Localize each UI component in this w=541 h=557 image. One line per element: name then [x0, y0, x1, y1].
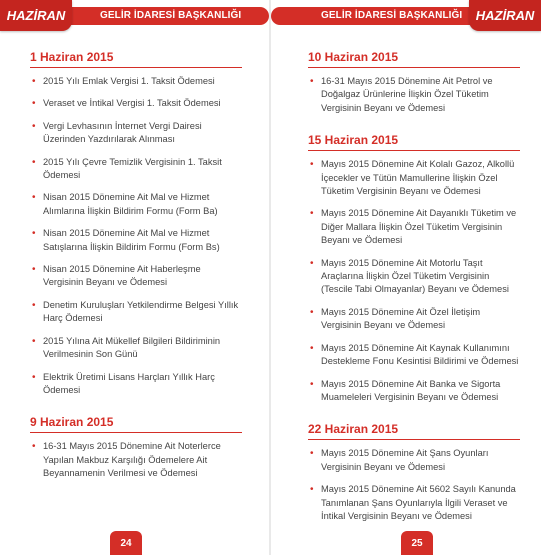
bullet-icon: • [310, 257, 314, 269]
bullet-icon: • [32, 120, 36, 132]
bullet-icon: • [310, 342, 314, 354]
list-item: • Mayıs 2015 Dönemine Ait Motorlu Taşıt Araçlarına İlişkin Özel Tüketim Vergisinin (Tescile Tabi Olmayanlar) Beyanı ve Ödemesi [310, 257, 509, 295]
month-tab: HAZİRAN [469, 0, 541, 31]
list-item: • 2015 Yılına Ait Mükellef Bilgileri Bildiriminin Verilmesinin Son Günü [32, 335, 221, 360]
list-item: • Mayıs 2015 Dönemine Ait Şans Oyunları Vergisinin Beyanı ve Ödemesi [310, 448, 489, 472]
list-item: • Mayıs 2015 Dönemine Ait Kolalı Gazoz, Alkollü İçecekler ve Tütün Mamullerine İlişkin Özel Tüketim Vergisinin Beyanı ve Ödemesi [310, 159, 515, 197]
list-item: • Mayıs 2015 Dönemine Ait Dayanıklı Tüketim ve Diğer Mallara İlişkin Özel Tüketim Vergisinin Beyanı ve Ödemesi [310, 208, 517, 246]
date-section [308, 50, 520, 115]
list-item: • Vergi Levhasının İnternet Vergi Dairesi Üzerinden Yazdırılarak Alınması [32, 120, 202, 145]
list-item: • Mayıs 2015 Dönemine Ait Banka ve Sigorta Muameleleri Vergisinin Beyanı ve Ödemesi [310, 378, 501, 402]
list-item: • Veraset ve İntikal Vergisi 1. Taksit Ödemesi [32, 98, 221, 110]
header-title: GELİR İDARESİ BAŞKANLIĞI [100, 10, 242, 21]
list-item: • Nisan 2015 Dönemine Ait Mal ve Hizmet Satışlarına İlişkin Bildirim Formu (Form Bs) [32, 228, 220, 252]
bullet-icon: • [310, 76, 314, 87]
date-section [30, 415, 242, 480]
bullet-icon: • [32, 335, 36, 347]
bullet-icon: • [32, 441, 36, 453]
item-list [308, 447, 520, 523]
bullet-icon: • [310, 484, 314, 496]
item-list [30, 75, 242, 397]
list-item: • Mayıs 2015 Dönemine Ait 5602 Sayılı Kanunda Tanımlanan Şans Oyunlarıyla İlgili Veraset ve İntikal Vergisinin Beyanı ve Ödemesi [310, 484, 516, 521]
right-content [308, 50, 520, 532]
bullet-icon: • [32, 76, 36, 87]
list-item: • Elektrik Üretimi Lisans Harçları Yıllık Harç Ödemesi [32, 371, 215, 395]
list-item: • 16-31 Mayıs 2015 Dönemine Ait Petrol ve Doğalgaz Ürünlerine İlişkin Özel Tüketim Vergisinin Beyanı ve Ödemesi [310, 76, 493, 113]
list-item: • Nisan 2015 Dönemine Ait Haberleşme Vergisinin Beyanı ve Ödemesi [32, 264, 201, 288]
item-list [308, 158, 520, 404]
list-item: • Mayıs 2015 Dönemine Ait Kaynak Kullanımını Destekleme Fonu Kesintisi Bildirimi ve Ödemesi [310, 342, 519, 367]
item-list [30, 440, 242, 480]
list-item: • 2015 Yılı Emlak Vergisi 1. Taksit Ödemesi [32, 76, 215, 87]
bullet-icon: • [32, 299, 36, 311]
bullet-icon: • [32, 264, 36, 276]
left-content [30, 50, 242, 490]
page-right [271, 0, 541, 555]
page-number: 24 [110, 531, 142, 555]
month-tab: HAZİRAN [0, 0, 72, 31]
item-list [308, 75, 520, 115]
date-section [308, 133, 520, 404]
section-date: 1 Haziran 2015 [30, 50, 242, 68]
bullet-icon: • [310, 208, 314, 220]
list-item: • Nisan 2015 Dönemine Ait Mal ve Hizmet Alımlarına İlişkin Bildirim Formu (Form Ba) [32, 192, 218, 216]
bullet-icon: • [310, 448, 314, 460]
section-date: 10 Haziran 2015 [308, 50, 520, 68]
bullet-icon: • [310, 378, 314, 390]
date-section [30, 50, 242, 397]
bullet-icon: • [32, 156, 36, 168]
section-date: 9 Haziran 2015 [30, 415, 242, 433]
bullet-icon: • [32, 228, 36, 240]
bullet-icon: • [32, 371, 36, 383]
header-title: GELİR İDARESİ BAŞKANLIĞI [321, 10, 463, 21]
bullet-icon: • [32, 192, 36, 204]
list-item: • 2015 Yılı Çevre Temizlik Vergisinin 1. Taksit Ödemesi [32, 156, 222, 181]
list-item: • Denetim Kuruluşları Yetkilendirme Belgesi Yıllık Harç Ödemesi [32, 299, 239, 324]
bullet-icon: • [310, 159, 314, 171]
list-item: • Mayıs 2015 Dönemine Ait Özel İletişim Vergisinin Beyanı ve Ödemesi [310, 306, 481, 331]
list-item: • 16-31 Mayıs 2015 Dönemine Ait Noterlerce Yapılan Makbuz Karşılığı Ödemelere Ait Beyannamenin Verilmesi ve Ödemesi [32, 441, 221, 479]
date-section [308, 422, 520, 523]
page-number: 25 [401, 531, 433, 555]
page-left [0, 0, 269, 555]
section-date: 15 Haziran 2015 [308, 133, 520, 151]
bullet-icon: • [310, 306, 314, 318]
section-date: 22 Haziran 2015 [308, 422, 520, 440]
bullet-icon: • [32, 98, 36, 110]
